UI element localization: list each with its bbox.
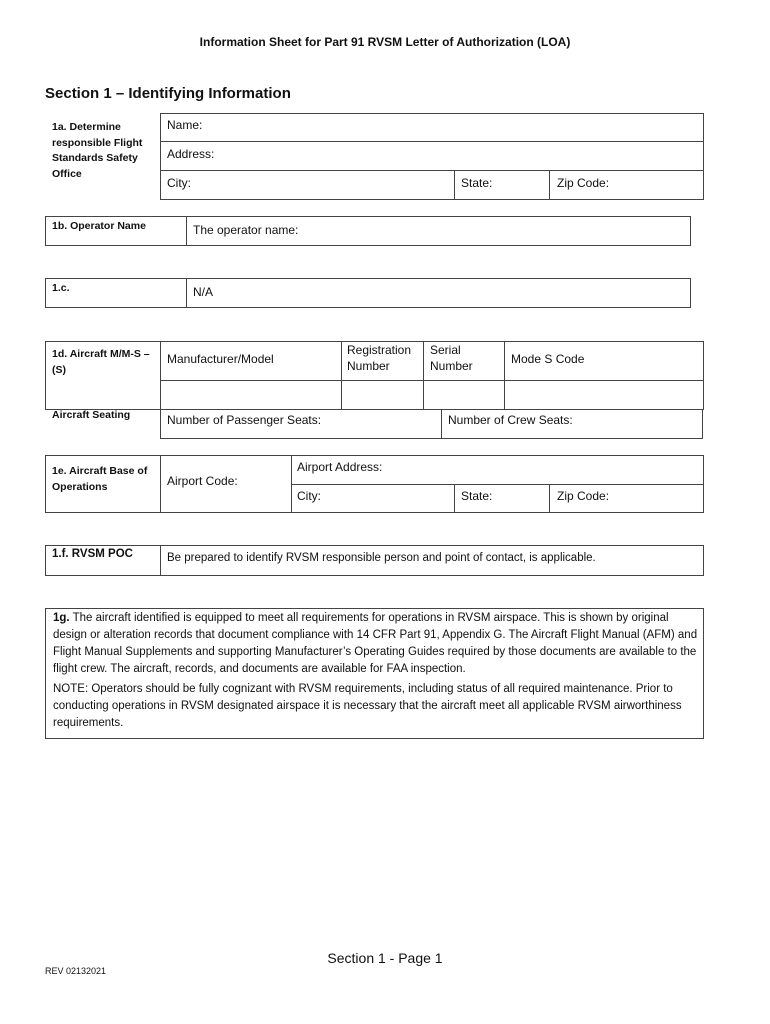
divider [549,170,550,200]
base-state-field[interactable]: State: [461,489,493,503]
divider [186,278,187,308]
divider [160,141,704,142]
serial-number-input[interactable] [424,381,503,409]
document-title: Information Sheet for Part 91 RVSM Letter of Authorization (LOA) [199,35,571,49]
fsdo-field-group [160,113,704,200]
divider [160,455,161,513]
section-1a-label: 1a. Determine responsible Flight Standards Safety Office [52,121,143,180]
divider [454,484,455,513]
operator-name-field[interactable]: The operator name: [193,223,299,237]
section-title: Section 1 – Identifying Information [45,85,291,102]
divider [549,484,550,513]
base-zip-field[interactable]: Zip Code: [557,489,610,503]
airport-address-field[interactable]: Airport Address: [297,460,383,474]
section-1c-label: 1.c. [52,282,70,294]
divider [160,170,704,171]
fsdo-city-field[interactable]: City: [167,176,191,190]
divider [454,170,455,200]
section-1e-label: 1e. Aircraft Base of Operations [52,465,148,493]
divider [441,409,442,439]
registration-number-input[interactable] [342,381,422,409]
divider [291,484,704,485]
section-1g-label: 1g. [53,612,70,624]
section-1c-row [45,278,691,308]
serial-number-header: Serial Number [430,343,473,373]
fsdo-address-field[interactable]: Address: [167,147,215,161]
base-city-field[interactable]: City: [297,489,321,503]
mode-s-code-input[interactable] [505,381,703,409]
section-1f-label: 1.f. RVSM POC [52,548,133,560]
section-1g-text: The aircraft identified is equipped to meet all requirements for operations in RVSM airspace. This is shown by original design or alteration records that document compliance with 14 CFR Part 91, Appendix G. The Aircraft Flight Manual (AFM) and Flight Manual Supplements and supporting Manufacturer’s Operating Guides required by those documents are available to the flight crew. The aircraft, records, and documents are available for FAA inspection. [53,612,698,675]
rvsm-poc-text: Be prepared to identify RVSM responsible person and point of contact, is applicable. [167,552,596,564]
section-1c-field[interactable]: N/A [193,285,214,299]
manufacturer-model-input[interactable] [161,381,340,409]
airport-code-field[interactable]: Airport Code: [167,474,238,488]
fsdo-name-field[interactable]: Name: [167,118,203,132]
section-1d-label: 1d. Aircraft M/M-S – (S) [52,348,150,376]
revision-code: REV 02132021 [45,966,107,976]
passenger-seats-field[interactable]: Number of Passenger Seats: [167,413,322,427]
fsdo-state-field[interactable]: State: [461,176,493,190]
divider [160,545,161,576]
page-number: Section 1 - Page 1 [327,950,443,966]
registration-number-header: Registration Number [347,343,412,373]
mode-s-code-header: Mode S Code [511,352,585,366]
fsdo-zip-field[interactable]: Zip Code: [557,176,610,190]
crew-seats-field[interactable]: Number of Crew Seats: [448,413,573,427]
section-1b-label: 1b. Operator Name [52,220,146,232]
divider [186,216,187,246]
manufacturer-model-header: Manufacturer/Model [167,352,274,366]
aircraft-seating-label: Aircraft Seating [52,409,131,421]
section-1g-note: NOTE: Operators should be fully cognizant with RVSM requirements, including status of all required maintenance. Prior to conducting operations in RVSM designated airspace it is necessary that the aircraft meet all applicable RVSM airworthiness requirements. [53,683,682,729]
section-1g-paragraph [53,610,699,678]
